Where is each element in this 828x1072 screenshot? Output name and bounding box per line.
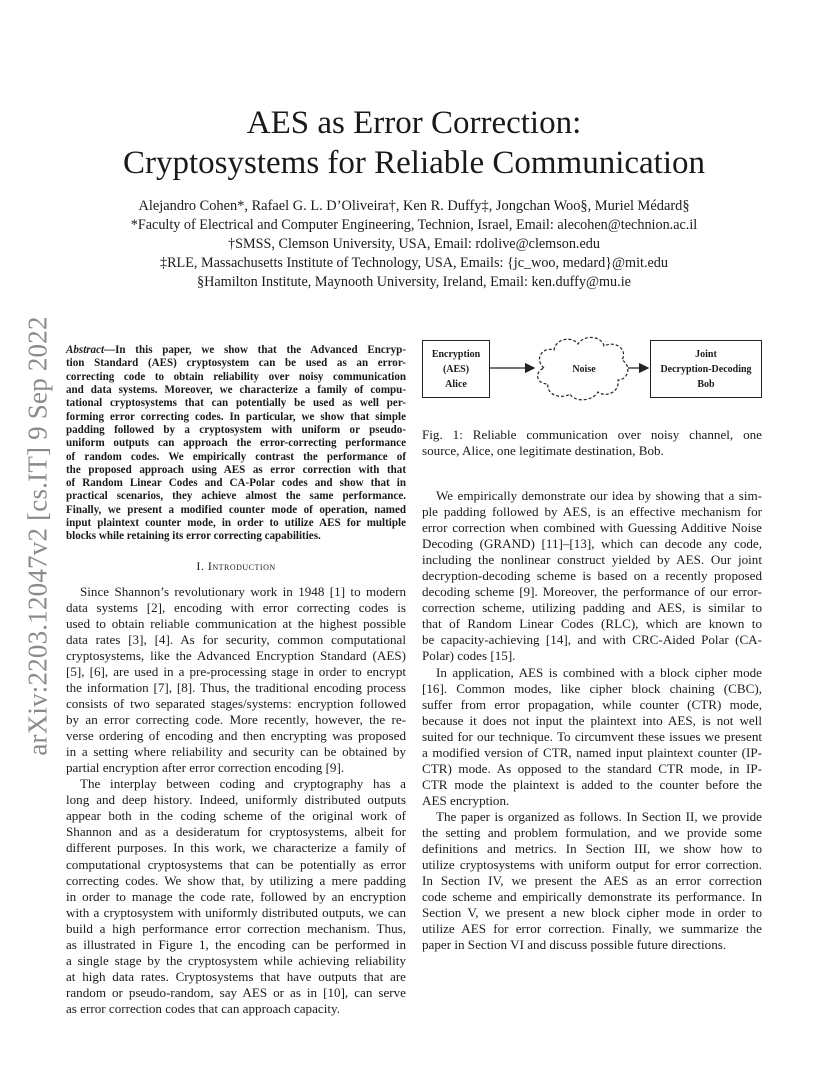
abstract-label: Abstract: [66, 344, 105, 356]
body-line: the setting and problem formulation, and we provide some: [422, 824, 762, 840]
body-line: In Section IV, we present the AES as an error correction: [422, 873, 762, 889]
bob-box-label: Joint: [695, 349, 717, 360]
body-line: Decoding (GRAND) [11]–[13], which can decode any code,: [422, 536, 762, 552]
body-line: [5], [6], are used in a pre-processing stage in order to encrypt: [66, 663, 406, 679]
body-line: decoding scheme [9]. Moreover, the performance of our error-: [422, 584, 762, 600]
alice-box-label: Alice: [445, 379, 467, 390]
intro-paragraph: [66, 776, 406, 1017]
abstract-line: of Random Linear Codes and CA-Polar codes and show that in: [66, 477, 406, 490]
body-line: a single stage by the cryptosystem while achieving reliability: [66, 952, 406, 968]
body-line: Since Shannon’s revolutionary work in 1948 [1] to modern: [80, 583, 406, 599]
affiliation: §Hamilton Institute, Maynooth University, Ireland, Email: ken.duffy@mu.ie: [197, 274, 631, 290]
abstract-line: and data systems. Moreover, we characterize a family of compu-: [66, 383, 406, 396]
intro-paragraph: [66, 584, 406, 777]
body-line: decryption-decoding scheme is based on a recently proposed: [422, 568, 762, 584]
title-line: Cryptosystems for Reliable Communication: [122, 145, 705, 181]
body-line: error correction when combined with Guessing Additive Noise: [422, 520, 762, 536]
affiliation: †SMSS, Clemson University, USA, Email: rdolive@clemson.edu: [228, 236, 600, 252]
body-line: that of Random Linear Codes (RLC), which are known to: [422, 616, 762, 632]
body-line: at high data rates. Cryptosystems that have outputs that are: [66, 968, 406, 984]
body-line: because it does not input the plaintext into AES, is not well: [422, 712, 762, 728]
affiliation: *Faculty of Electrical and Computer Engineering, Technion, Israel, Email: alecohen@technion.ac.il: [130, 217, 698, 233]
body-line: correction scheme, utilizing padding and AES, is similar to: [422, 600, 762, 616]
abstract-line: input plaintext counter mode, in order to utilize AES for multiple: [66, 517, 406, 530]
body-line: build a high performance error correction mechanism. Thus,: [66, 920, 406, 936]
right-column: [422, 488, 762, 953]
body-line: the information [7], [8]. Thus, the traditional encoding process: [66, 680, 406, 696]
body-line: utilize cryptosystems with uniform output for error correction.: [422, 857, 762, 873]
body-line: Polar) codes [15].: [422, 648, 516, 664]
body-line: be capacity-achieving [14], and with CRC-Aided Polar (CA-: [422, 632, 762, 648]
body-paragraph: [422, 665, 762, 809]
bob-box-label: Bob: [697, 379, 715, 390]
body-line: as illustrated in Figure 1, the encoding can be performed in: [66, 936, 406, 952]
left-column: [66, 344, 406, 1017]
body-line: data rates [3], [4]. As for security, common computational: [66, 631, 406, 647]
arxiv-identifier: [18, 306, 58, 766]
paper-title: [0, 103, 828, 183]
body-line: The paper is organized as follows. In Section II, we provide: [436, 808, 762, 824]
bob-decryption-box: [650, 340, 762, 398]
alice-box-label: (AES): [442, 364, 470, 375]
body-line: CTR mode the plaintext is added to the counter before the: [422, 776, 762, 792]
body-line: Section V, we present a new block cipher mode in order to: [422, 905, 762, 921]
body-line: cryptosystems, like the Advanced Encryption Standard (AES): [66, 647, 406, 663]
body-line: consists of two separated stages/systems: encryption followed: [66, 696, 406, 712]
figure-caption: [422, 427, 762, 459]
abstract-line: the proposed approach using AES as error correction with that: [66, 463, 406, 476]
body-line: suffer from error propagation, while counter (CTR) mode,: [422, 696, 762, 712]
body-line: AES encryption.: [422, 792, 510, 808]
alice-box-label: Encryption: [431, 349, 481, 360]
noise-label: Noise: [572, 364, 596, 375]
abstract-line: forming error correcting codes. In particular, we show that simple: [66, 410, 406, 423]
body-line: partial encryption after error correction encoding [9].: [66, 760, 345, 776]
body-line: CTR) mode. As opposed to the standard CTR mode, in IP-: [422, 760, 762, 776]
body-line: code scheme and empirically demonstrate its performance. In: [422, 889, 762, 905]
bob-box-label: Decryption-Decoding: [660, 364, 752, 375]
body-line: long and deep history. Indeed, uniformly distributed outputs: [66, 792, 406, 808]
caption-line: Fig. 1: Reliable communication over noisy channel, one: [422, 427, 762, 442]
body-paragraph: [422, 488, 762, 665]
body-line: in order to manage the code rate, followed by an encryption: [66, 888, 406, 904]
body-line: as error correction codes that can approach capacity.: [66, 1000, 340, 1016]
section-heading: I. Introduction: [196, 558, 276, 573]
abstract-line: tion Standard (AES) cryptosystem can be used as an error-: [66, 357, 406, 370]
affiliation: ‡RLE, Massachusetts Institute of Technology, USA, Emails: {jc_woo, medard}@mit.edu: [160, 255, 668, 271]
abstract-text: —In this paper, we show that the Advanced Encryp-: [104, 344, 406, 356]
body-line: verse ordering of encoding and then encrypting was proposed: [66, 728, 406, 744]
abstract-line: uniform outputs can approach the error-correcting performance: [66, 437, 406, 450]
abstract-line: tational cryptosystems that can potentially be used as well per-: [66, 397, 406, 410]
body-line: random or pseudo-random, say AES or as in [10], can serve: [66, 984, 406, 1000]
body-line: a modified version of CTR, named input plaintext counter (IP-: [422, 744, 762, 760]
body-line: in a setting where reliability and security can be obtained by: [66, 744, 406, 760]
abstract: [66, 344, 406, 544]
abstract-line: correcting code to obtain reliability over noisy communication: [66, 370, 406, 383]
body-line: with a cryptosystem with uniformly distributed outputs, we can: [66, 904, 406, 920]
body-line: The interplay between coding and cryptography has a: [80, 776, 406, 792]
body-line: different purposes. In this work, we characterize a family of: [66, 840, 406, 856]
body-line: utilize AES for error correction. Finally, we summarize the: [422, 921, 762, 937]
arxiv-identifier-text: arXiv:2203.12047v2 [cs.IT] 9 Sep 2022: [22, 316, 53, 756]
body-line: definitions and metrics. In Section III, we show how to: [422, 841, 762, 857]
abstract-line: blocks while retaining its error correcting capabilities.: [66, 530, 321, 543]
abstract-line: [66, 344, 406, 357]
body-line: correcting codes. We show that, by utilizing a mere padding: [66, 872, 406, 888]
body-line: Shannon and as a desideratum for cryptosystems, albeit for: [66, 824, 406, 840]
body-line: ple padding followed by AES, is an effective mechanism for: [422, 504, 762, 520]
body-paragraph: [422, 809, 762, 953]
abstract-line: padding followed by a cryptosystem with uniform or pseudo-: [66, 423, 406, 436]
caption-line: source, Alice, one legitimate destination, Bob.: [422, 443, 664, 459]
body-line: paper in Section VI and discuss possible future directions.: [422, 937, 727, 953]
body-line: data systems [2], encoding with error correcting codes is: [66, 599, 406, 615]
body-line: computational cryptosystems that can be potentially as error: [66, 856, 406, 872]
body-line: used to obtain reliable communication at the highest possible: [66, 615, 406, 631]
title-line: AES as Error Correction:: [246, 105, 582, 141]
body-line: suited for our technique. To circumvent these issues we present: [422, 728, 762, 744]
body-line: appear both in the coding scheme of the original work of: [66, 808, 406, 824]
abstract-line: of random codes. We empirically contrast the performance of: [66, 450, 406, 463]
abstract-line: practical scenarios, they achieve almost the same performance.: [66, 490, 406, 503]
author-list: Alejandro Cohen*, Rafael G. L. D’Oliveira†, Ken R. Duffy‡, Jongchan Woo§, Muriel Médard§: [138, 198, 690, 214]
author-block: [0, 197, 828, 292]
body-line: We empirically demonstrate our idea by showing that a sim-: [436, 488, 762, 503]
abstract-line: Finally, we present a modified counter mode of operation, named: [66, 503, 406, 516]
body-line: by an error correcting code. More recently, however, the re-: [66, 712, 406, 728]
body-line: [16]. Common modes, like cipher block chaining (CBC),: [422, 680, 762, 696]
body-line: In application, AES is combined with a block cipher mode: [436, 664, 762, 680]
figure-1-diagram: [422, 334, 768, 406]
body-line: including the nonlinear construct yielded by AES. Our joint: [422, 552, 762, 568]
